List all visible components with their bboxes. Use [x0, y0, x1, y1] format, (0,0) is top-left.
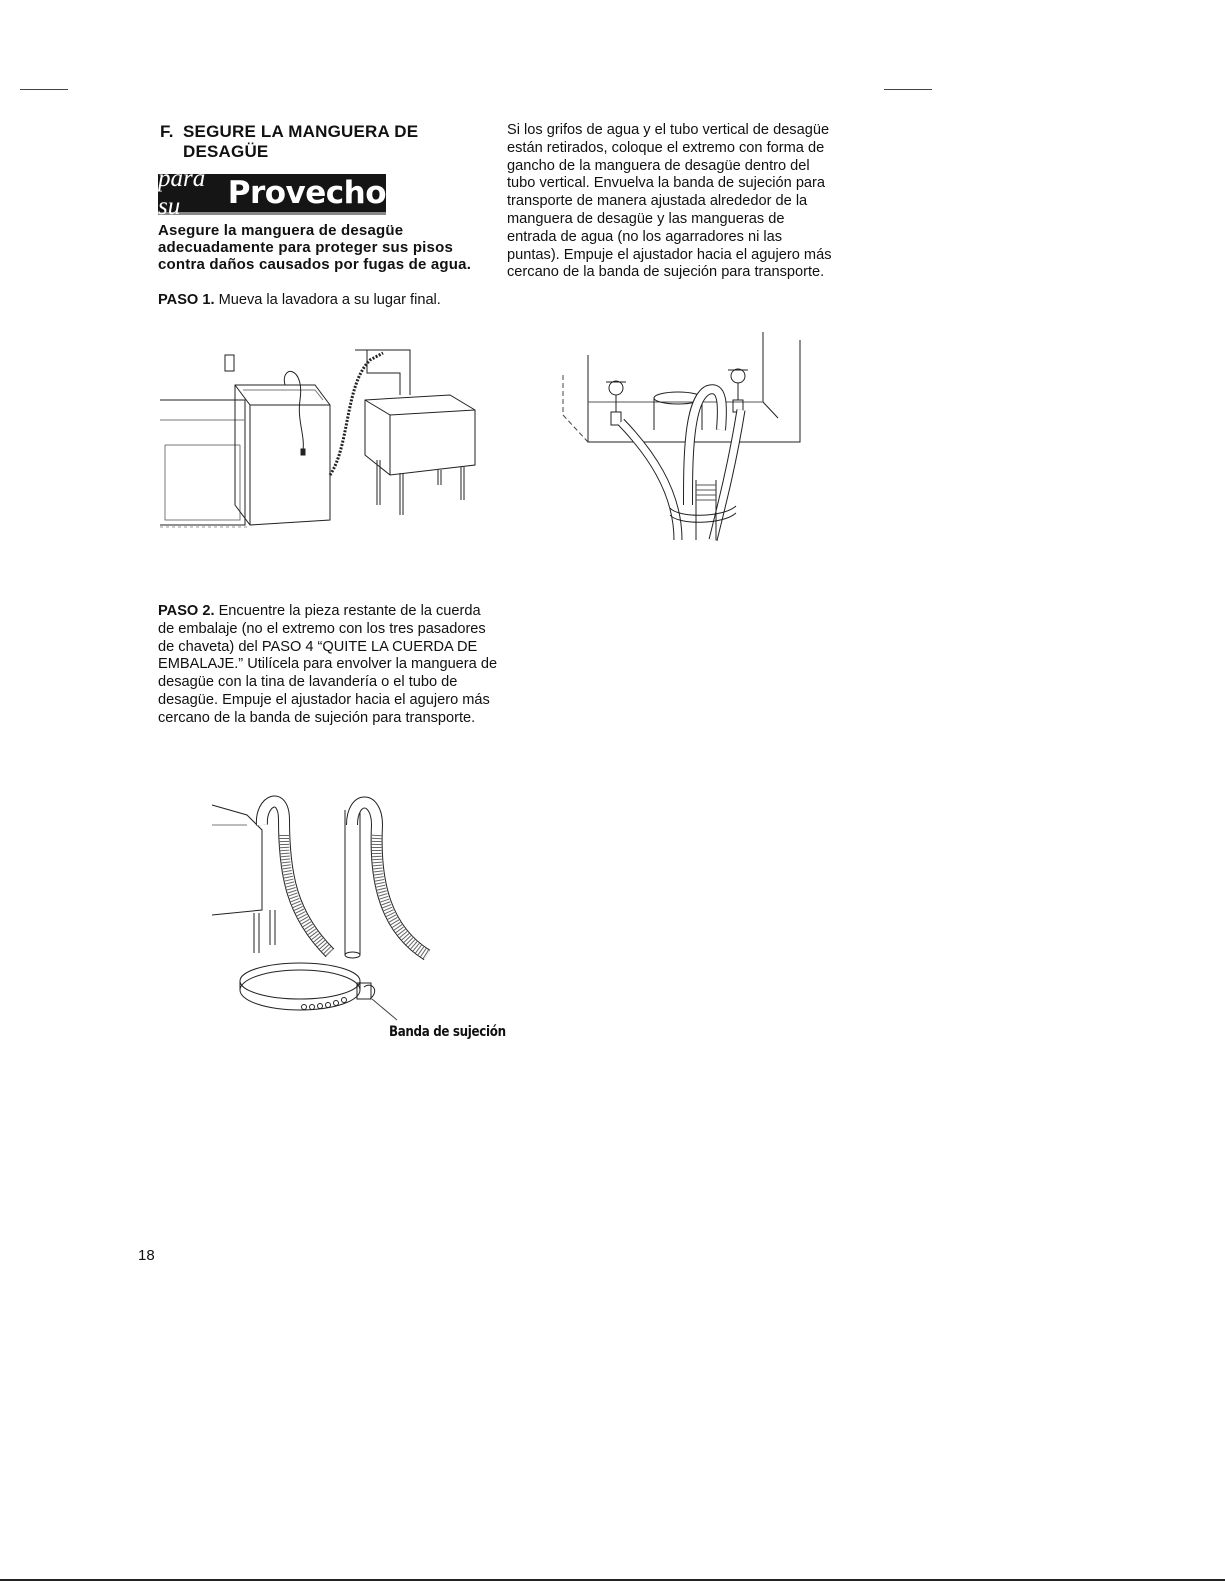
section-letter: F. — [160, 122, 174, 141]
figure-caption: Banda de sujeción — [389, 1024, 506, 1040]
header-rule-right — [884, 89, 932, 90]
standpipe-instructions: Si los grifos de agua y el tubo vertical de desagüe están retirados, coloque el extremo con forma de gancho de la manguera de desagüe dentro del tubo vertical. Envuelva la banda de sujeción para transporte de manera ajustada alrededor de la manguera de desagüe y las mangueras de entrada de agua (no los agarradores ni las puntas). Empuje el ajustador hacia el agujero más cercano de la banda de sujeción para transporte. — [507, 122, 832, 281]
step2-label: PASO 2. — [158, 603, 215, 619]
warning-text: Asegure la manguera de desagüe adecuadamente para proteger sus pisos contra daños causados por fugas de agua. — [158, 222, 472, 273]
para-su-provecho-logo — [158, 165, 386, 220]
logo-script-text: para su — [158, 165, 206, 220]
step2-text: Encuentre la pieza restante de la cuerda de embalaje (no el extremo con los tres pasadores de chaveta) del PASO 4 “QUITE LA CUERDA DE EMBALAJE.” Utilícela para envolver la manguera de desagüe con la tina de lavandería o el tubo de desagüe. Empuje el ajustador hacia el agujero más cercano de la banda de sujeción para transporte. — [158, 603, 498, 726]
hose-shipping-strap-illustration — [212, 795, 447, 1025]
section-heading — [160, 122, 490, 162]
step1-text: Mueva la lavadora a su lugar final. — [218, 292, 441, 308]
washer-laundry-tub-illustration — [155, 345, 485, 545]
standpipe-faucets-illustration — [558, 330, 803, 545]
step1-paragraph — [158, 292, 498, 310]
page-number: 18 — [138, 1247, 155, 1264]
footer-rule — [0, 1579, 1225, 1581]
step1-label: PASO 1. — [158, 292, 215, 308]
logo-brand-text: Provecho — [227, 175, 386, 211]
section-title-line1: SEGURE LA MANGUERA DE — [183, 122, 419, 141]
section-title-line2: DESAGÜE — [183, 142, 269, 161]
step2-paragraph — [158, 603, 498, 728]
header-rule-left — [20, 89, 68, 90]
